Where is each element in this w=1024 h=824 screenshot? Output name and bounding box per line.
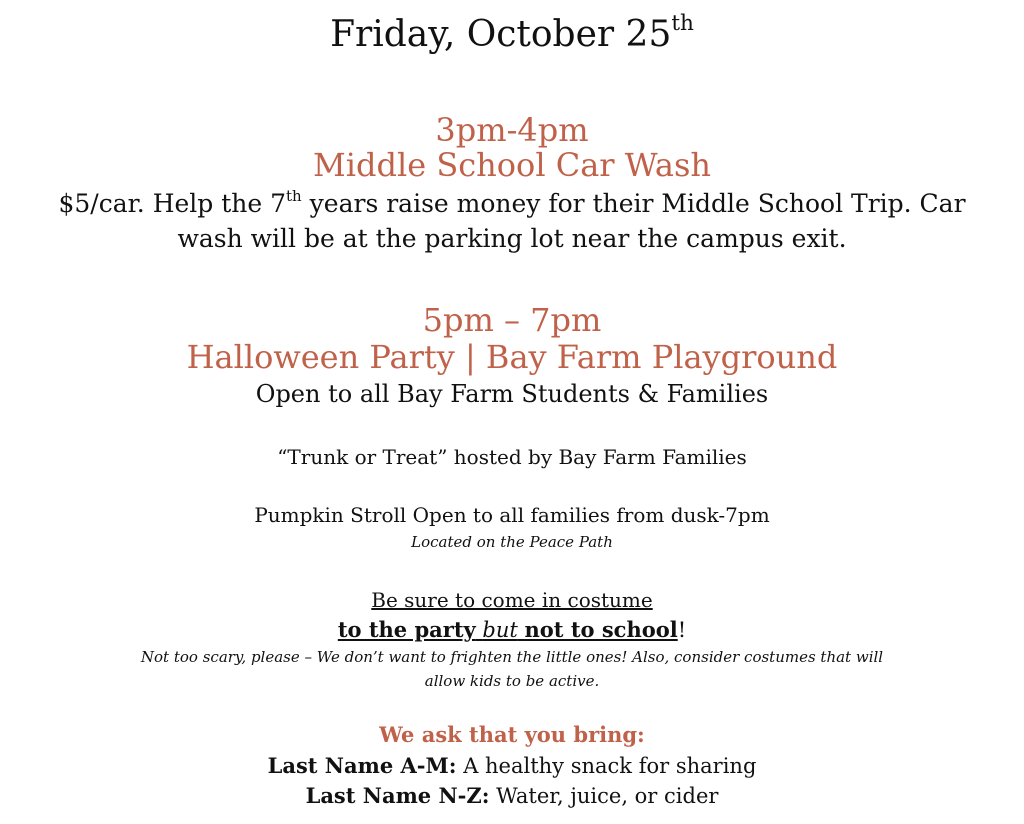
costume-party-text: to the party	[337, 617, 476, 642]
bring-item-label: Last Name A-M:	[267, 753, 457, 778]
trunk-or-treat: “Trunk or Treat” hosted by Bay Farm Families	[277, 445, 747, 469]
costume-note-line1: Not too scary, please – We don’t want to frighten the little ones! Also, consider costumes that will	[140, 648, 884, 666]
bring-item-a-m	[0, 753, 1024, 778]
party-time: 5pm – 7pm	[422, 301, 602, 339]
costume-not-school-text: not to school	[524, 617, 678, 642]
party-subtitle: Open to all Bay Farm Students & Families	[255, 380, 769, 408]
bring-item-text: Water, juice, or cider	[489, 784, 719, 808]
costume-line1: Be sure to come in costume	[371, 588, 653, 612]
costume-but-text: but	[482, 618, 518, 642]
bring-heading: We ask that you bring:	[379, 722, 645, 747]
car-wash-time: 3pm-4pm	[435, 111, 589, 149]
bring-item-text: A healthy snack for sharing	[456, 754, 757, 778]
car-wash-desc-part-b: years raise money for their Middle School Trip. Car	[301, 189, 966, 218]
car-wash-description-line2: wash will be at the parking lot near the campus exit.	[177, 224, 847, 253]
event-date-text: Friday, October 25	[330, 14, 672, 55]
car-wash-desc-sup: th	[286, 186, 302, 205]
car-wash-title: Middle School Car Wash	[313, 146, 711, 184]
car-wash-description-line1	[0, 186, 1024, 218]
party-title: Halloween Party | Bay Farm Playground	[186, 338, 838, 376]
event-date-suffix: th	[671, 10, 694, 36]
bring-item-n-z	[0, 783, 1024, 808]
car-wash-desc-part-a: $5/car. Help the 7	[58, 189, 287, 218]
event-date	[0, 10, 1024, 55]
bring-item-label: Last Name N-Z:	[305, 783, 490, 808]
pumpkin-stroll: Pumpkin Stroll Open to all families from dusk-7pm	[254, 503, 770, 527]
costume-line2	[0, 617, 1024, 642]
costume-exclamation: !	[677, 618, 687, 642]
pumpkin-stroll-location: Located on the Peace Path	[411, 533, 613, 551]
costume-note-line2: allow kids to be active.	[424, 672, 600, 690]
